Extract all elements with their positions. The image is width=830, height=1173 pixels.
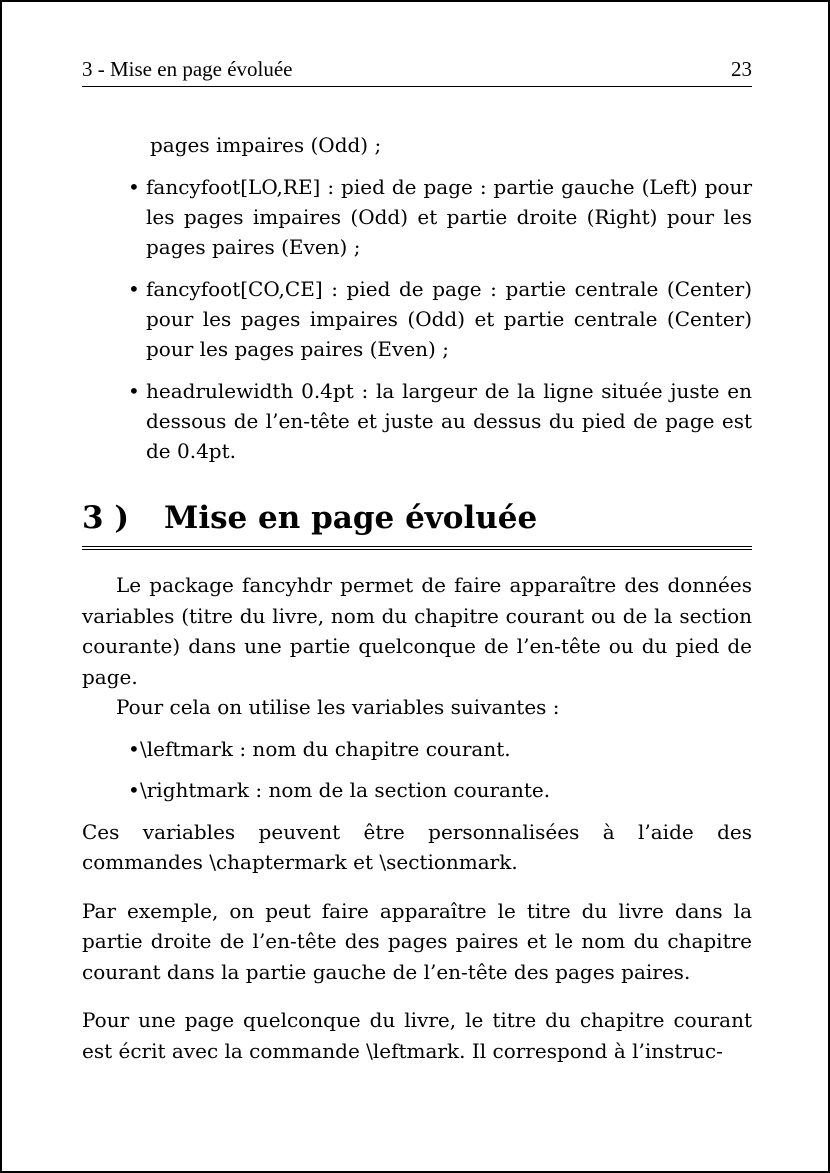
page-content xyxy=(82,130,752,1066)
paragraph-intro: Le package fancyhdr permet de faire apparaître des données variables (titre du livre, nom du chapitre courant ou de la section courante) dans une partie quelconque de l’en-tête ou du pied de page. xyxy=(82,573,752,689)
section-number: 3 ) xyxy=(82,500,130,536)
section-double-rule xyxy=(82,546,752,550)
list-continuation: pages impaires (Odd) ; xyxy=(150,133,382,157)
bullet-icon: • xyxy=(128,277,140,301)
list-item-leftmark xyxy=(82,734,752,764)
paragraph-leftmark: Pour une page quelconque du livre, le titre du chapitre courant est écrit avec la commande \leftmark. Il correspond à l’instruc- xyxy=(82,1008,752,1063)
list-item-rightmark xyxy=(82,775,752,805)
header-chapter-title: 3 - Mise en page évoluée xyxy=(82,57,293,81)
list-item-text: \rightmark : nom de la section courante. xyxy=(140,777,551,802)
list-item-text: fancyfoot[CO,CE] : pied de page : partie centrale (Center) pour les pages impaires (Odd) et partie centrale (Center) pour les pages paires (Even) ; xyxy=(146,277,752,361)
list-item-fancyfoot-lo-re xyxy=(82,172,752,262)
paragraph-customization: Ces variables peuvent être personnalisées à l’aide des commandes \chaptermark et \sectionmark. xyxy=(82,819,752,874)
bullet-icon: • xyxy=(128,379,140,403)
bullet-icon: • xyxy=(128,777,140,802)
paragraph-variables-intro: Pour cela on utilise les variables suivantes : xyxy=(116,695,560,719)
bullet-icon: • xyxy=(128,736,140,761)
list-item-text: \leftmark : nom du chapitre courant. xyxy=(140,736,511,761)
paragraph-example: Par exemple, on peut faire apparaître le titre du livre dans la partie droite de l’en-tête des pages paires et le nom du chapitre courant dans la partie gauche de l’en-tête des pages paires. xyxy=(82,898,752,984)
section-heading xyxy=(82,500,752,540)
list-item-fancyfoot-co-ce xyxy=(82,274,752,364)
list-item-text: fancyfoot[LO,RE] : pied de page : partie gauche (Left) pour les pages impaires (Odd) et partie droite (Right) pour les pages paires (Even) ; xyxy=(146,175,752,259)
header-page-number: 23 xyxy=(731,57,752,81)
running-header xyxy=(82,58,752,87)
section-title: Mise en page évoluée xyxy=(164,500,538,536)
list-item-text: headrulewidth 0.4pt : la largeur de la ligne située juste en dessous de l’en-tête et juste au dessus du pied de page est de 0.4pt. xyxy=(146,379,752,463)
list-item-headrulewidth xyxy=(82,376,752,466)
bullet-icon: • xyxy=(128,175,140,199)
